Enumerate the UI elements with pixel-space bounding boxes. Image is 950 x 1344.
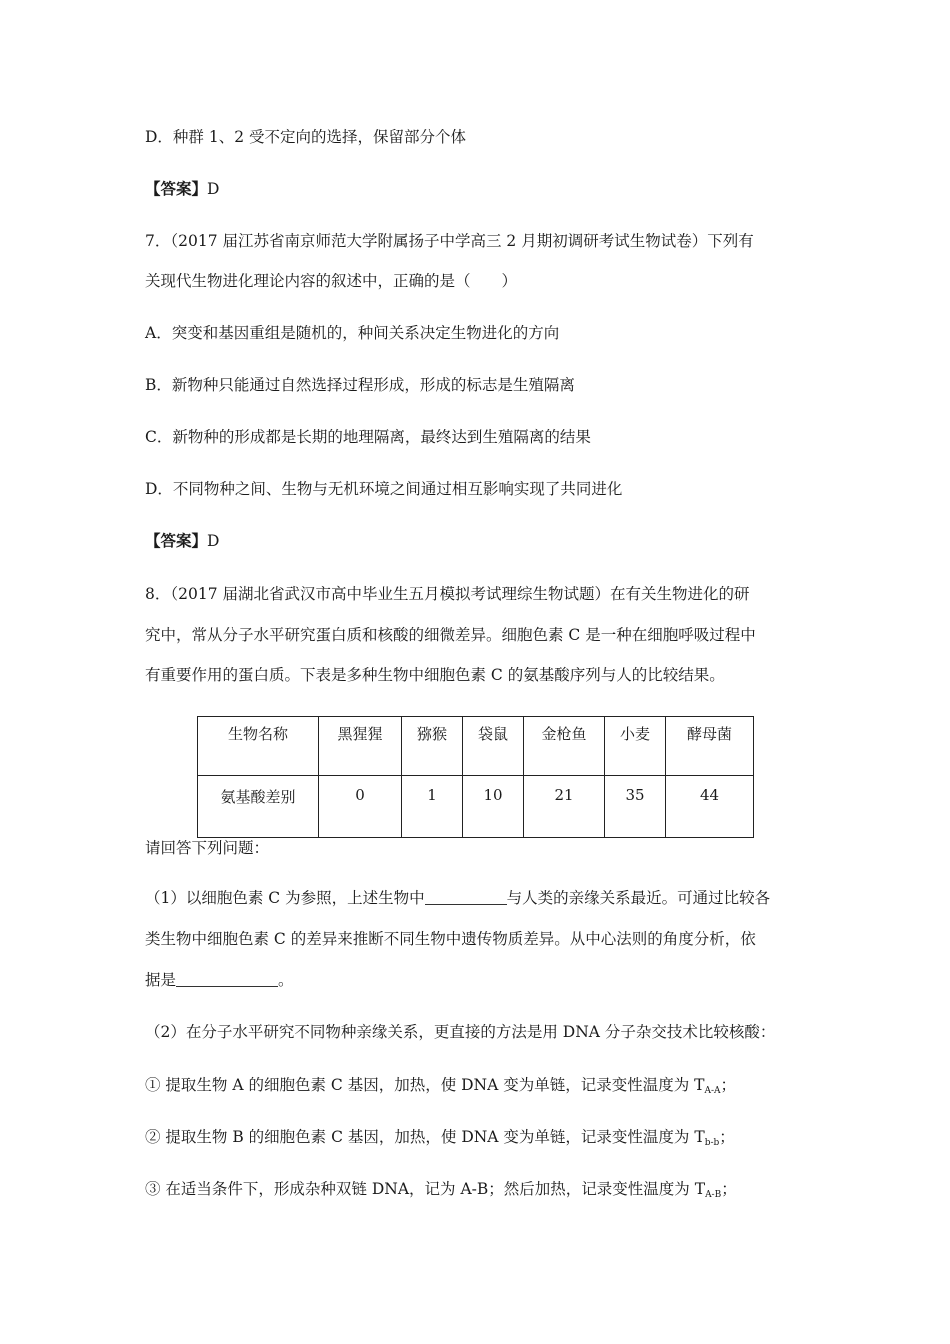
table-header-cell: 黑猩猩 xyxy=(319,717,402,776)
subscript: A-B xyxy=(705,1190,722,1200)
q7-answer xyxy=(145,531,219,551)
table-header-cell: 猕猴 xyxy=(402,717,463,776)
answer-label: 【答案】 xyxy=(145,531,208,550)
q7-option-b: B．新物种只能通过自然选择过程形成，形成的标志是生殖隔离 xyxy=(145,376,575,394)
table-header-cell: 袋鼠 xyxy=(463,717,524,776)
table-cell: 44 xyxy=(666,776,754,838)
table-cell: 21 xyxy=(524,776,605,838)
table-cell: 35 xyxy=(605,776,666,838)
step-text: ； xyxy=(721,1180,737,1198)
table-row xyxy=(198,776,754,838)
step-text: ③ 在适当条件下，形成杂种双链 DNA，记为 A-B；然后加热，记录变性温度为 T xyxy=(145,1180,706,1198)
q8-stem-line3: 有重要作用的蛋白质。下表是多种生物中细胞色素 C 的氨基酸序列与人的比较结果。 xyxy=(145,666,725,684)
answer-value: D xyxy=(207,180,220,198)
table-header-cell: 酵母菌 xyxy=(666,717,754,776)
q7-option-c: C．新物种的形成都是长期的地理隔离，最终达到生殖隔离的结果 xyxy=(145,428,591,446)
table-cell: 氨基酸差别 xyxy=(198,776,319,838)
q8-step2 xyxy=(145,1127,735,1153)
q8-part1-line2: 类生物中细胞色素 C 的差异来推断不同生物中遗传物质差异。从中心法则的角度分析，依 xyxy=(145,930,756,948)
q7-option-a: A．突变和基因重组是随机的，种间关系决定生物进化的方向 xyxy=(145,324,560,342)
answer-label: 【答案】 xyxy=(145,179,208,198)
table-cell: 10 xyxy=(463,776,524,838)
q8-part1-line3 xyxy=(145,970,294,990)
q8-part2-line1: （2）在分子水平研究不同物种亲缘关系，更直接的方法是用 DNA 分子杂交技术比较核酸： xyxy=(145,1023,776,1041)
q8-part1-text: 据是 xyxy=(145,971,177,989)
table-header-cell: 小麦 xyxy=(605,717,666,776)
q8-part1-text: 与人类的亲缘关系最近。可通过比较各 xyxy=(506,889,771,907)
table-cell: 1 xyxy=(402,776,463,838)
table-header-cell: 金枪鱼 xyxy=(524,717,605,776)
q7-option-d: D．不同物种之间、生物与无机环境之间通过相互影响实现了共同进化 xyxy=(145,480,623,498)
table-header-row xyxy=(198,717,754,776)
step-text: ② 提取生物 B 的细胞色素 C 基因，加热，使 DNA 变为单链，记录变性温度为 T xyxy=(145,1128,705,1146)
q8-step3 xyxy=(145,1179,737,1205)
q8-stem-line1: 8．（2017 届湖北省武汉市高中毕业生五月模拟考试理综生物试题）在有关生物进化的研 xyxy=(145,585,750,603)
step-text: ； xyxy=(719,1128,735,1146)
q8-part1-line1 xyxy=(145,888,770,908)
subscript: A-A xyxy=(704,1086,721,1096)
table-header-cell: 生物名称 xyxy=(198,717,319,776)
step-text: ① 提取生物 A 的细胞色素 C 基因，加热，使 DNA 变为单链，记录变性温度为 T xyxy=(145,1076,705,1094)
q6-answer xyxy=(145,179,219,199)
q7-stem-line1: 7．（2017 届江苏省南京师范大学附属扬子中学高三 2 月期初调研考试生物试卷）下列有 xyxy=(145,232,754,250)
q8-part1-text: （1）以细胞色素 C 为参照，上述生物中 xyxy=(145,889,425,907)
q7-stem-line2: 关现代生物进化理论内容的叙述中，正确的是（ ） xyxy=(145,272,518,290)
q8-step1 xyxy=(145,1075,736,1101)
q6-option-d: D．种群 1、2 受不定向的选择，保留部分个体 xyxy=(145,128,467,146)
q8-stem-line2: 究中，常从分子水平研究蛋白质和核酸的细微差异。细胞色素 C 是一种在细胞呼吸过程中 xyxy=(145,626,756,644)
cytochrome-c-table xyxy=(197,716,754,838)
answer-blank-2[interactable] xyxy=(176,972,278,987)
table-cell: 0 xyxy=(319,776,402,838)
step-text: ； xyxy=(720,1076,737,1094)
answer-blank-1[interactable] xyxy=(425,890,507,905)
subscript: b-b xyxy=(704,1138,720,1148)
answer-value: D xyxy=(207,532,220,550)
q8-prompt: 请回答下列问题： xyxy=(145,839,270,857)
q8-part1-text: 。 xyxy=(278,971,294,989)
